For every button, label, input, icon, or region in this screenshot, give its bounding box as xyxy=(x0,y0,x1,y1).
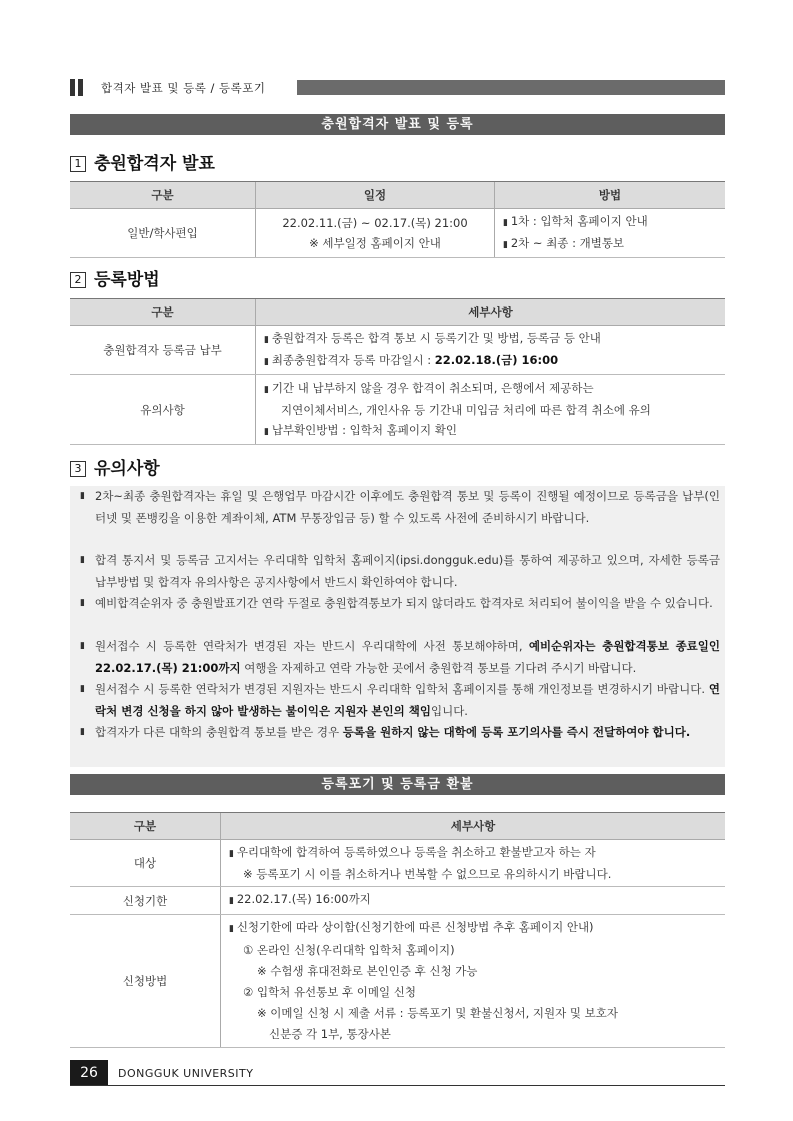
section-banner: 등록포기 및 등록금 환불 xyxy=(70,774,725,795)
detail-text: 최종충원합격자 등록 마감일시 : xyxy=(271,353,435,367)
notice-text: 합격자가 다른 대학의 충원합격 통보를 받은 경우 xyxy=(95,725,343,739)
bullet-icon: ▮ xyxy=(80,641,85,651)
notice-text: 2차~최종 충원합격자는 휴일 및 은행업무 마감시간 이후에도 충원합격 통보 및 등록이 진행될 예정이므로 등록금을 납부(인터넷 및 폰뱅킹을 이용한 계좌이체, ATM 무통장입금 등) 할 수 있도록 사전에 준비하시기 바랍니다. xyxy=(95,489,720,525)
section-title: 등록방법 xyxy=(94,270,160,290)
table-header: 구분 xyxy=(70,182,256,209)
notice-item xyxy=(80,486,720,529)
running-header: 합격자 발표 및 등록 / 등록포기 xyxy=(101,81,266,95)
table-row xyxy=(70,915,725,1048)
notice-item xyxy=(80,679,720,722)
table-header: 구분 xyxy=(70,299,256,326)
row-category: 유의사항 xyxy=(70,375,256,445)
header-rule xyxy=(297,80,725,95)
detail-line: ▮ 22.02.17.(목) 16:00까지 xyxy=(229,889,717,912)
method-line: ▮ 2차 ~ 최종 : 개별통보 xyxy=(503,233,717,255)
page-number: 26 xyxy=(70,1060,108,1086)
table-header: 세부사항 xyxy=(221,813,726,840)
notice-item xyxy=(80,636,720,679)
refund-table xyxy=(70,812,725,1048)
section-number: 2 xyxy=(70,272,86,288)
registration-table xyxy=(70,298,725,445)
row-category: 신청기한 xyxy=(70,887,221,915)
schedule-cell xyxy=(256,209,495,258)
notice-text: 예비합격순위자 중 충원발표기간 연락 두절로 충원합격통보가 되지 않더라도 합격자로 처리되어 불이익을 받을 수 있습니다. xyxy=(95,596,713,610)
table-row xyxy=(70,840,725,887)
detail-line: ▮ 납부확인방법 : 입학처 홈페이지 확인 xyxy=(264,420,717,442)
notice-emphasis: 연락처 변경 신청을 하지 않아 발생하는 불이익은 지원자 본인의 책임 xyxy=(95,682,720,718)
bullet-icon: ▮ xyxy=(80,684,85,694)
method-cell xyxy=(495,209,726,258)
notice-emphasis: 등록을 원하지 않는 대학에 등록 포기의사를 즉시 전달하여야 합니다. xyxy=(342,725,691,739)
schedule-line: 22.02.11.(금) ~ 02.17.(목) 21:00 xyxy=(282,216,468,230)
table-header: 구분 xyxy=(70,813,221,840)
section-number: 1 xyxy=(70,156,86,172)
notice-text: 원서접수 시 등록한 연락처가 변경된 자는 반드시 우리대학에 사전 통보해야하며, xyxy=(95,639,529,653)
notice-emphasis: 예비순위자는 충원합격통보 종료일인 22.02.17.(목) 21:00까지 xyxy=(95,639,720,675)
table-header: 일정 xyxy=(256,182,495,209)
section-heading xyxy=(70,265,160,290)
section-number: 3 xyxy=(70,461,86,477)
bullet-icon: ▮ xyxy=(80,491,85,501)
table-row xyxy=(70,375,725,445)
row-category: 충원합격자 등록금 납부 xyxy=(70,326,256,375)
bullet-icon: ▮ xyxy=(80,555,85,565)
section-title: 유의사항 xyxy=(94,459,160,479)
section-banner: 충원합격자 발표 및 등록 xyxy=(70,114,725,135)
table-row xyxy=(70,887,725,915)
section-heading xyxy=(70,149,215,174)
detail-cell xyxy=(221,887,726,915)
notice-item xyxy=(80,593,720,615)
footer-university: DONGGUK UNIVERSITY xyxy=(118,1067,254,1080)
detail-line: ▮ 기간 내 납부하지 않을 경우 합격이 취소되며, 은행에서 제공하는 xyxy=(264,378,717,400)
detail-note: 신분증 각 1부, 통장사본 xyxy=(269,1027,391,1041)
detail-line: ▮ 충원합격자 등록은 합격 통보 시 등록기간 및 방법, 등록금 등 안내 xyxy=(264,328,717,350)
notice-text: 여행을 자제하고 연락 가능한 곳에서 충원합격 통보를 기다려 주시기 바랍니다. xyxy=(240,660,637,675)
table-row xyxy=(70,209,725,258)
deadline: 22.02.18.(금) 16:00 xyxy=(434,353,559,367)
detail-cell xyxy=(256,326,726,375)
detail-line: ▮ 신청기한에 따라 상이함(신청기한에 따른 신청방법 추후 홈페이지 안내) xyxy=(229,917,717,940)
table-header: 세부사항 xyxy=(256,299,726,326)
row-category: 대상 xyxy=(70,840,221,887)
detail-note: ※ 이메일 신청 시 제출 서류 : 등록포기 및 환불신청서, 지원자 및 보호자 xyxy=(257,1006,618,1020)
notice-item xyxy=(80,550,720,593)
table-row xyxy=(70,326,725,375)
footer-rule xyxy=(70,1085,725,1086)
detail-note: ※ 수험생 휴대전화로 본인인증 후 신청 가능 xyxy=(257,964,478,978)
header-bars xyxy=(70,79,86,96)
detail-line: ① 온라인 신청(우리대학 입학처 홈페이지) xyxy=(243,943,455,957)
notice-item xyxy=(80,722,720,744)
detail-line: ② 입학처 유선통보 후 이메일 신청 xyxy=(243,985,417,999)
announcement-table xyxy=(70,181,725,258)
notice-text: 원서접수 시 등록한 연락처가 변경된 지원자는 반드시 우리대학 입학처 홈페이지를 통해 개인정보를 변경하시기 바랍니다. xyxy=(95,682,709,696)
method-line: ▮ 1차 : 입학처 홈페이지 안내 xyxy=(503,211,717,233)
bullet-icon: ▮ xyxy=(80,727,85,737)
notice-text: 합격 통지서 및 등록금 고지서는 우리대학 입학처 홈페이지(ipsi.dongguk.edu)를 통하여 제공하고 있으며, 자세한 등록금 납부방법 및 합격자 유의사항은 공지사항에서 반드시 확인하여야 합니다. xyxy=(95,553,720,589)
section-heading xyxy=(70,454,160,479)
table-header: 방법 xyxy=(495,182,726,209)
schedule-note: ※ 세부일정 홈페이지 안내 xyxy=(309,236,441,250)
detail-cell xyxy=(221,840,726,887)
row-category: 일반/학사편입 xyxy=(70,209,256,258)
detail-note: ※ 등록포기 시 이를 취소하거나 번복할 수 없으므로 유의하시기 바랍니다. xyxy=(243,867,612,881)
detail-line xyxy=(264,350,717,372)
detail-line: 지연이체서비스, 개인사유 등 기간내 미입금 처리에 따른 합격 취소에 유의 xyxy=(281,402,651,417)
detail-line: ▮ 우리대학에 합격하여 등록하였으나 등록을 취소하고 환불받고자 하는 자 xyxy=(229,842,717,864)
bullet-icon: ▮ xyxy=(80,598,85,608)
notice-text: 입니다. xyxy=(430,703,468,718)
section-title: 충원합격자 발표 xyxy=(94,154,215,174)
row-category: 신청방법 xyxy=(70,915,221,1048)
detail-cell xyxy=(221,915,726,1048)
detail-cell xyxy=(256,375,726,445)
